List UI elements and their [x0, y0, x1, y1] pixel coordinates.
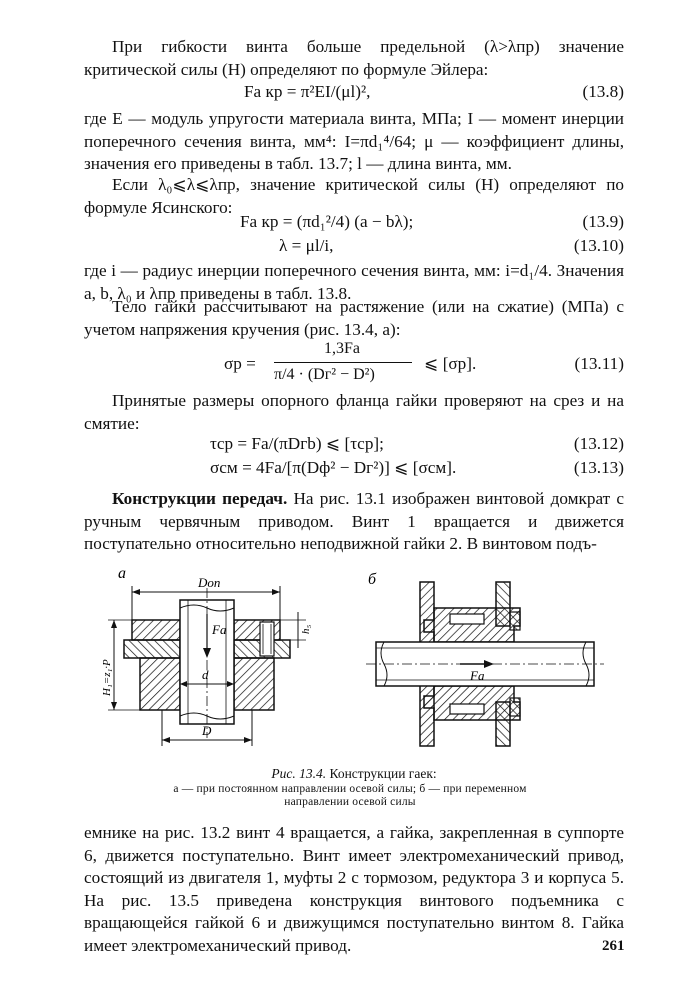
equation-13-9 — [84, 210, 624, 234]
equation-13-12-number: (13.12) — [573, 434, 624, 453]
equation-13-11-rhs: ⩽ [σр]. — [424, 354, 477, 373]
paragraph-flange-check: Принятые размеры опорного фланца гайки проверяют на срез и на смятие: — [84, 391, 624, 433]
nut-variant-b-drawing — [366, 582, 604, 746]
equation-13-11-denominator: π/4 · (Dг² − D²) — [274, 366, 375, 383]
equation-13-11-fraction-bar — [274, 362, 412, 363]
dimension-label-D: D — [202, 723, 212, 738]
dimension-label-d: d — [202, 667, 209, 682]
equation-13-12-formula: τср = Fa/(πDгb) ⩽ [τср]; — [210, 434, 384, 453]
equation-13-8-formula: Fa кр = π²EI/(μl)², — [244, 82, 371, 101]
equation-13-8-number: (13.8) — [582, 82, 624, 101]
equation-13-13-formula: σсм = 4Fa/[π(Dф² − Dг²)] ⩽ [σсм]. — [210, 458, 457, 477]
equation-13-10-number: (13.10) — [573, 236, 624, 255]
equation-13-10 — [84, 234, 624, 258]
equation-13-11-lhs: σр = — [224, 354, 256, 373]
paragraph-lifter-description: емнике на рис. 13.2 винт 4 вращается, а гайка, закрепленная в суппорте 6, движется поступательно. Винт имеет электромеханический привод, состоящий из двигателя 1, муфты 2 с тормозом, редуктора 3 и корпуса 5. На рис. 13.5 приведена конструкция винтового подъемника с вращающейся гайкой 6 и движущимся поступательно винтом 8. Гайка имеет электромеханический привод. — [84, 823, 624, 955]
figure-caption — [84, 766, 624, 782]
equation-13-8 — [84, 80, 624, 104]
equation-13-10-formula: λ = μl/i, — [279, 236, 334, 255]
nut-variant-a-drawing — [101, 575, 312, 746]
dimension-label-h5: h₅ — [300, 624, 312, 634]
page-number: 261 — [602, 938, 625, 954]
force-label-Fa-b: Fa — [470, 668, 485, 683]
equation-13-13 — [84, 456, 624, 480]
figure-caption-line-1: а — при постоянном направлении осевой силы; б — при переменном — [173, 783, 527, 795]
equation-13-11 — [84, 340, 624, 390]
section-heading-transmission-designs: Конструкции передач. — [112, 489, 288, 508]
equation-13-11-numerator: 1,3Fa — [324, 340, 360, 357]
figure-label-b: б — [368, 571, 377, 588]
force-label-Fa-a: Fa — [212, 622, 227, 637]
dimension-label-Don: Dоп — [198, 575, 221, 590]
equation-13-12 — [84, 432, 624, 456]
paragraph-transmission-designs — [84, 488, 624, 556]
equation-13-13-number: (13.13) — [573, 458, 624, 477]
figure-caption-line-2: направлении осевой силы — [284, 796, 416, 808]
dimension-label-H1: H₁=z₁·P — [101, 659, 113, 696]
paragraph-nut-body: Тело гайки рассчитывают на растяжение (или на сжатие) (МПа) с учетом напряжения кручения (рис. 13.4, а): — [84, 297, 624, 339]
paragraph-euler-intro: При гибкости винта больше предельной (λ>λпр) значение критической силы (Н) определяют по формуле Эйлера: — [84, 37, 624, 79]
figure-caption-title: Рис. 13.4. — [271, 766, 327, 781]
paragraph-gyration-radius: где i — радиус инерции поперечного сечения винта, мм: i=d₁/4. Значения a, b, λ₀ и λпр приведены в табл. 13.8. — [84, 261, 624, 303]
figure-label-a: а — [118, 565, 126, 582]
figure-caption-text: Конструкции гаек: — [329, 766, 437, 781]
paragraph-euler-terms: где E — модуль упругости материала винта, МПа; I — момент инерции поперечного сечения винта, мм⁴: I=πd₁⁴/64; μ — коэффициент длины, значения его приведены в табл. 13.7; l — длина винта, мм. — [84, 109, 624, 173]
equation-13-9-number: (13.9) — [582, 212, 624, 231]
figure-13-4-nut-designs — [84, 562, 644, 762]
equation-13-9-formula: Fa кр = (πd₁²/4) (a − bλ); — [240, 212, 414, 231]
equation-13-11-number: (13.11) — [574, 354, 624, 373]
paragraph-yasinsky-intro: Если λ₀⩽λ⩽λпр, значение критической силы (Н) определяют по формуле Ясинского: — [84, 175, 624, 217]
paragraph-transmission-text: На рис. 13.1 изображен винтовой домкрат с ручным червячным приводом. Винт 1 вращается и движется поступательно относительно неподвижной гайки 2. В винтовом подъ- — [84, 489, 625, 553]
